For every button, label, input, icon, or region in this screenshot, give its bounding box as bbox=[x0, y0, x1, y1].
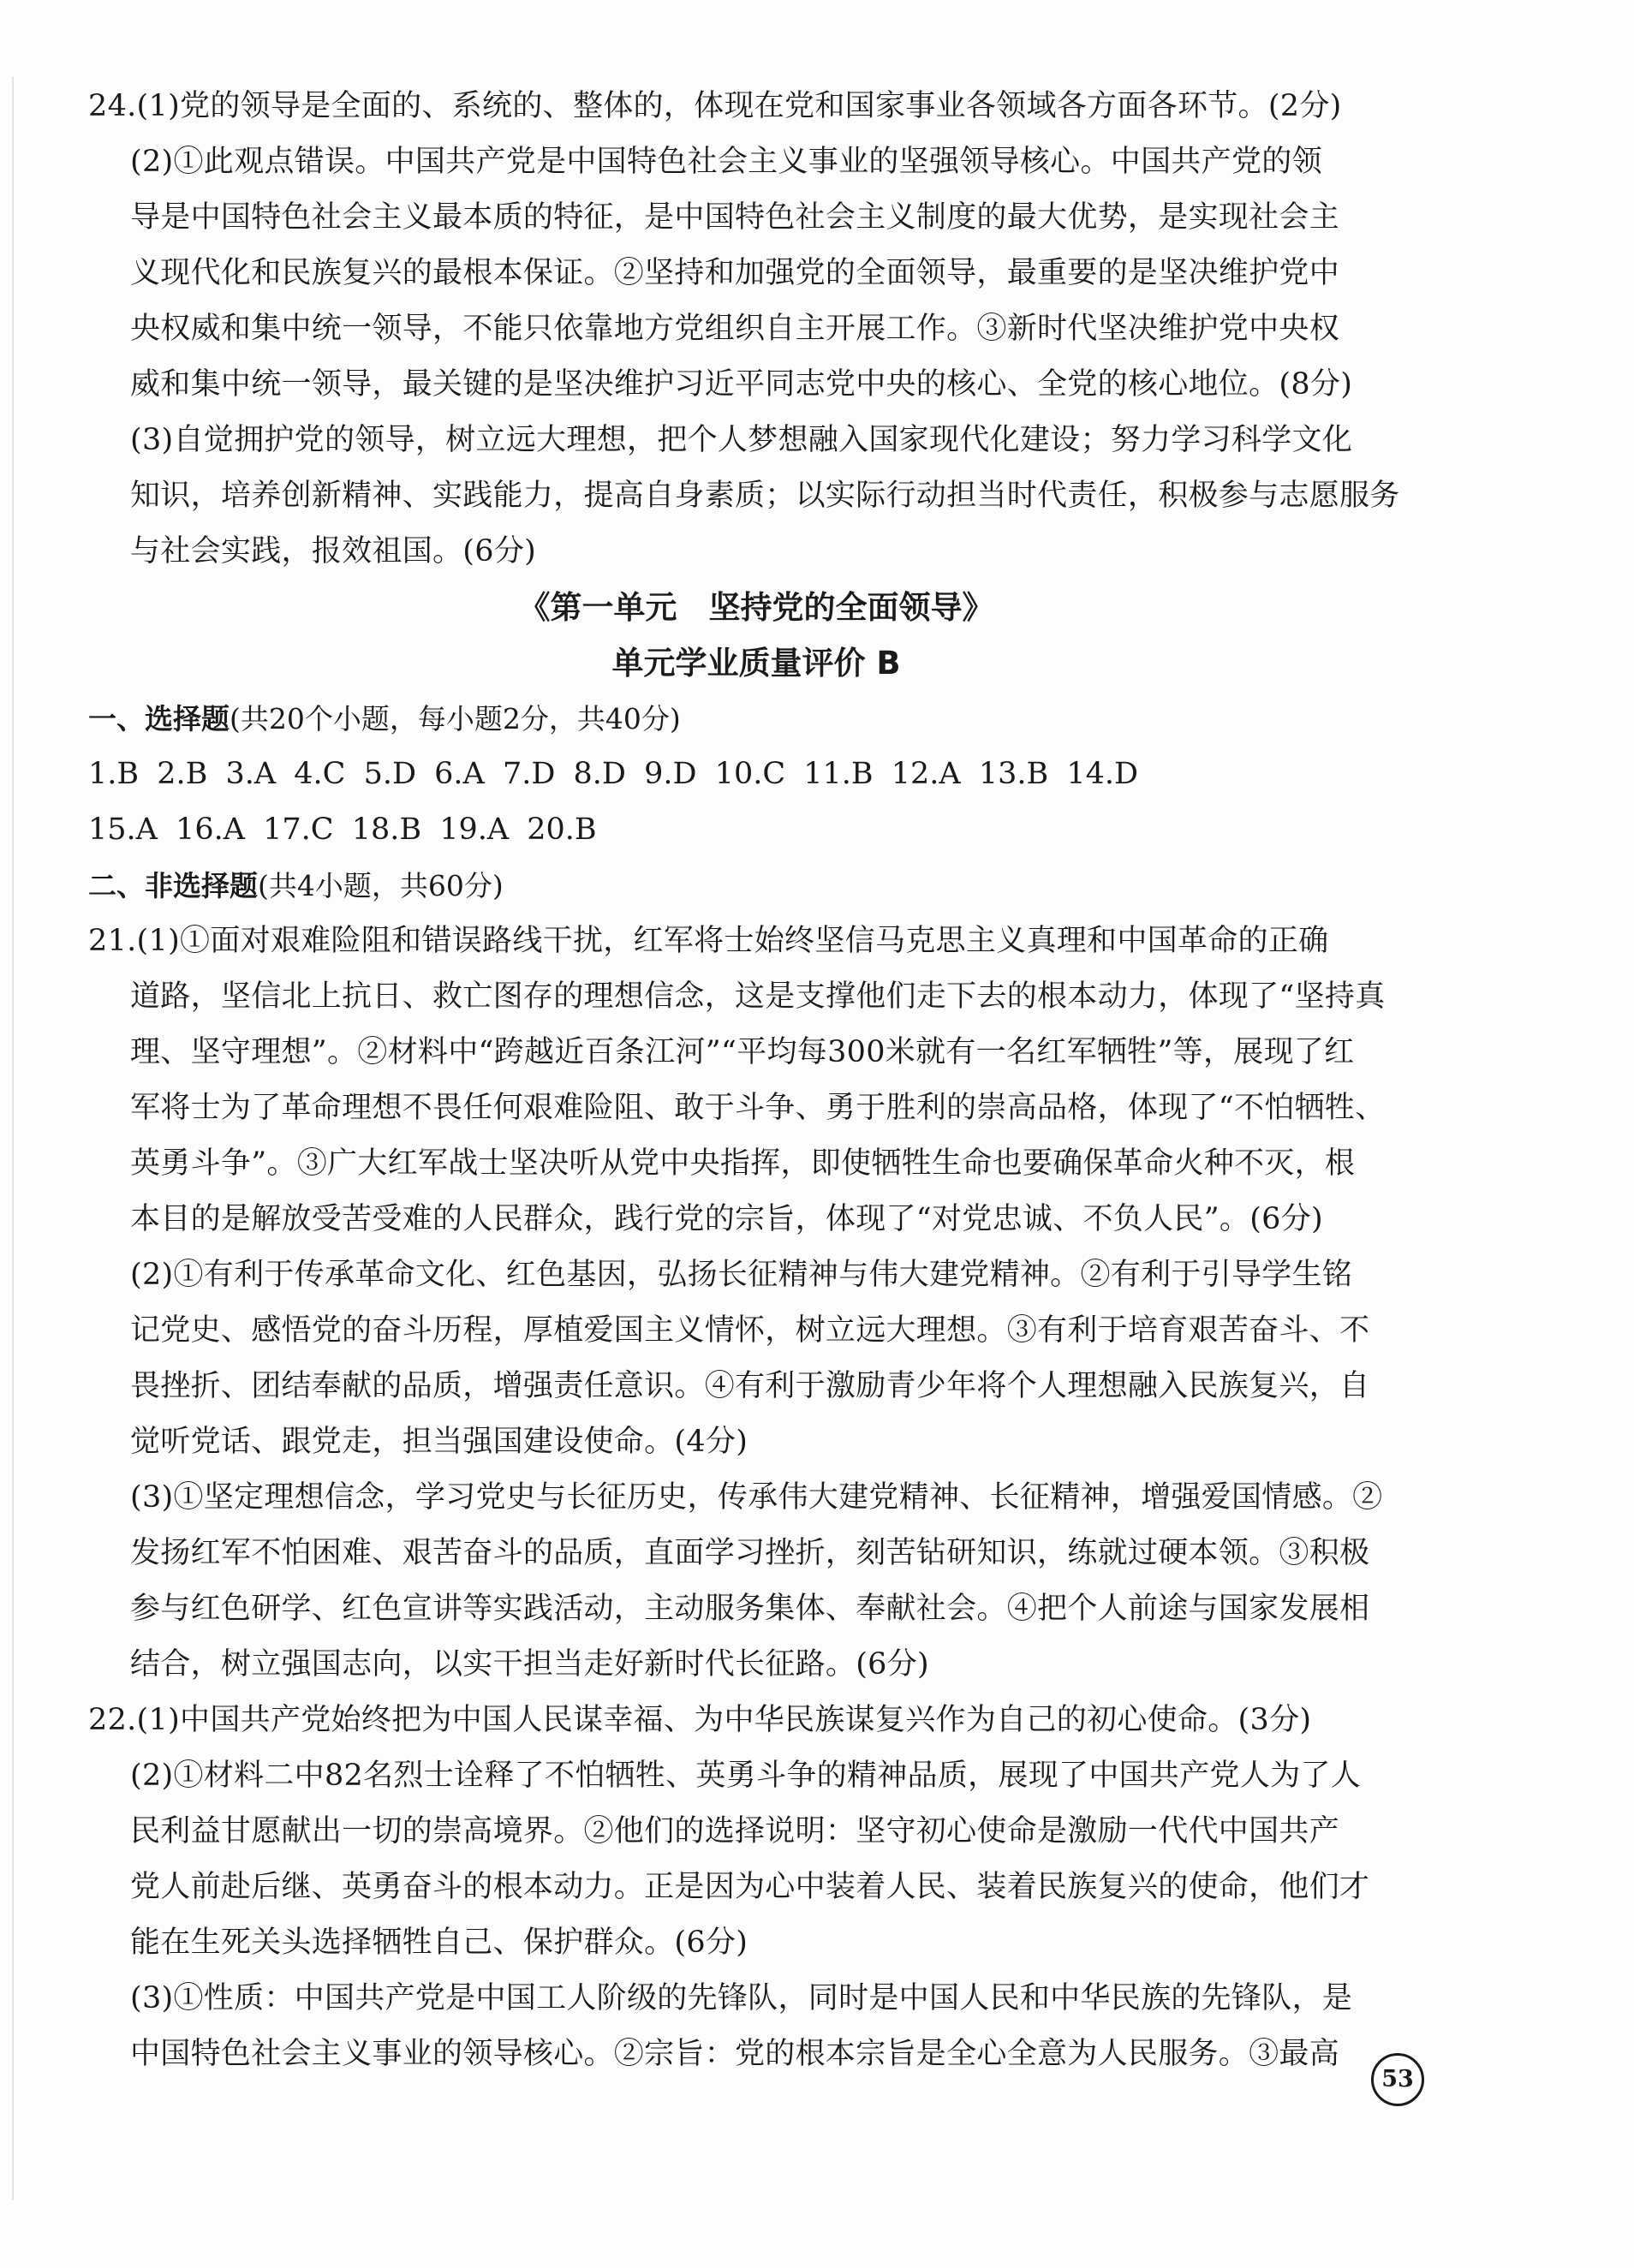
text-line: (2)①材料二中82名烈士诠释了不怕牺牲、英勇斗争的精神品质，展现了中国共产党人为了人 bbox=[130, 1759, 1362, 1793]
text-line: 记党史、感悟党的奋斗历程，厚植爱国主义情怀，树立远大理想。③有利于培育艰苦奋斗、不 bbox=[130, 1313, 1370, 1348]
section-heading-note: (共4小题，共60分) bbox=[258, 869, 504, 902]
section-heading bbox=[88, 858, 1424, 914]
unit-title: 单元学业质量评价 B bbox=[611, 645, 901, 682]
text-line: 威和集中统一领导，最关键的是坚决维护习近平同志党中央的核心、全党的核心地位。(8分) bbox=[130, 367, 1353, 402]
text-line: 发扬红军不怕困难、艰苦奋斗的品质，直面学习挫折，刻苦钻研知识，练就过硬本领。③积极 bbox=[130, 1536, 1370, 1570]
text-line: 21.(1)①面对艰难险阻和错误路线干扰，红军将士始终坚信马克思主义真理和中国革命的正确 bbox=[88, 924, 1329, 958]
text-line: 军将士为了革命理想不畏任何艰难险阻、敢于斗争、勇于胜利的崇高品格，体现了“不怕牺牲、 bbox=[130, 1091, 1386, 1125]
unit-title: 《第一单元 坚持党的全面领导》 bbox=[518, 589, 994, 626]
section-heading-note: (共20个小题，每小题2分，共40分) bbox=[230, 702, 681, 735]
text-line: 道路，坚信北上抗日、救亡图存的理想信念，这是支撑他们走下去的根本动力，体现了“坚持真 bbox=[130, 979, 1386, 1014]
text-line: (3)自觉拥护党的领导，树立远大理想，把个人梦想融入国家现代化建设；努力学习科学文化 bbox=[130, 423, 1353, 457]
text-line: 英勇斗争”。③广大红军战士坚决听从党中央指挥，即使牺牲生命也要确保革命火种不灭，根 bbox=[130, 1146, 1356, 1181]
text-line: 中国特色社会主义事业的领导核心。②宗旨：党的根本宗旨是全心全意为人民服务。③最高 bbox=[130, 2037, 1340, 2071]
text-line: 觉听党话、跟党走，担当强国建设使命。(4分) bbox=[130, 1425, 748, 1459]
section-heading-label: 二、非选择题 bbox=[88, 869, 258, 902]
text-line: (3)①坚定理想信念，学习党史与长征历史，传承伟大建党精神、长征精神，增强爱国情感。② bbox=[130, 1480, 1383, 1515]
text-line: 央权威和集中统一领导，不能只依靠地方党组织自主开展工作。③新时代坚决维护党中央权 bbox=[130, 312, 1340, 346]
text-line: 24.(1)党的领导是全面的、系统的、整体的，体现在党和国家事业各领域各方面各环节。(2分) bbox=[88, 89, 1342, 123]
text-line: 义现代化和民族复兴的最根本保证。②坚持和加强党的全面领导，最重要的是坚决维护党中 bbox=[130, 256, 1340, 290]
text-line: 民利益甘愿献出一切的崇高境界。②他们的选择说明：坚守初心使命是激励一代代中国共产 bbox=[130, 1814, 1340, 1848]
section-heading bbox=[88, 691, 1424, 747]
text-line: 22.(1)中国共产党始终把为中国人民谋幸福、为中华民族谋复兴作为自己的初心使命。(3分) bbox=[88, 1703, 1312, 1737]
text-line: 与社会实践，报效祖国。(6分) bbox=[130, 534, 537, 568]
text-line: 15.A 16.A 17.C 18.B 19.A 20.B bbox=[88, 813, 597, 847]
text-line: 畏挫折、团结奉献的品质，增强责任意识。④有利于激励青少年将个人理想融入民族复兴，自 bbox=[130, 1369, 1370, 1403]
text-line: 能在生死关头选择牺牲自己、保护群众。(6分) bbox=[130, 1926, 748, 1960]
text-line: 理、坚守理想”。②材料中“跨越近百条江河”“平均每300米就有一名红军牺牲”等，展现了红 bbox=[130, 1035, 1355, 1069]
text-line: 参与红色研学、红色宣讲等实践活动，主动服务集体、奉献社会。④把个人前途与国家发展相 bbox=[130, 1592, 1370, 1626]
text-line: (2)①此观点错误。中国共产党是中国特色社会主义事业的坚强领导核心。中国共产党的领 bbox=[130, 145, 1322, 179]
binding-margin-line bbox=[12, 77, 14, 2200]
text-line: 知识，培养创新精神、实践能力，提高自身素质；以实际行动担当时代责任，积极参与志愿服务 bbox=[130, 479, 1400, 513]
answer-key-content bbox=[88, 79, 1424, 2082]
page-number-badge: 53 bbox=[1371, 2053, 1424, 2106]
text-line: 导是中国特色社会主义最本质的特征，是中国特色社会主义制度的最大优势，是实现社会主 bbox=[130, 200, 1340, 235]
text-line: 结合，树立强国志向，以实干担当走好新时代长征路。(6分) bbox=[130, 1647, 929, 1682]
text-line: 本目的是解放受苦受难的人民群众，践行党的宗旨，体现了“对党忠诚、不负人民”。(6分) bbox=[130, 1202, 1323, 1236]
text-line: (3)①性质：中国共产党是中国工人阶级的先锋队，同时是中国人民和中华民族的先锋队，是 bbox=[130, 1981, 1353, 2015]
text-line: 党人前赴后继、英勇奋斗的根本动力。正是因为心中装着人民、装着民族复兴的使命，他们才 bbox=[130, 1870, 1370, 1904]
section-heading-label: 一、选择题 bbox=[88, 702, 230, 735]
text-line: 1.B 2.B 3.A 4.C 5.D 6.A 7.D 8.D 9.D 10.C 11.B 12.A 13.B 14.D bbox=[88, 757, 1139, 791]
text-line: (2)①有利于传承革命文化、红色基因，弘扬长征精神与伟大建党精神。②有利于引导学生铭 bbox=[130, 1258, 1353, 1292]
